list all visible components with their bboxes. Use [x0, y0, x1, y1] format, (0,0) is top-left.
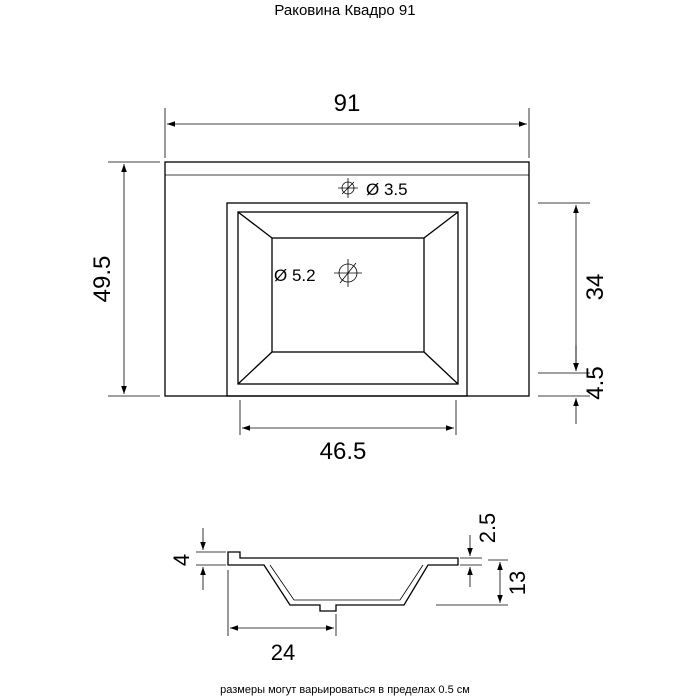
bowl-length-label: 24 [270, 640, 296, 665]
side-view [169, 513, 530, 665]
drain-label: Ø 5.2 [274, 266, 316, 285]
bevel-line [424, 212, 458, 238]
bevel-line [424, 352, 458, 384]
page-title: Раковина Квадро 91 [274, 2, 416, 19]
bowl-inner-profile [270, 565, 423, 600]
lip-label: 2.5 [475, 512, 500, 544]
bowl-depth-label: 34 [582, 273, 609, 301]
sink-outline [165, 162, 529, 396]
bevel-line [238, 212, 272, 238]
depth-label: 49.5 [89, 255, 116, 303]
bevel-line [238, 352, 272, 384]
front-offset-label: 4.5 [582, 366, 609, 400]
total-height-label: 13 [505, 570, 530, 596]
tap-hole-icon [338, 178, 358, 198]
width-label: 91 [333, 90, 361, 117]
bowl-width-label: 46.5 [319, 438, 367, 465]
top-view [89, 90, 609, 465]
tap-hole-label: Ø 3.5 [366, 180, 408, 199]
front-thickness-label: 4 [169, 553, 194, 567]
sink-profile [228, 552, 458, 611]
drain-hole-icon [334, 259, 362, 287]
footnote: размеры могут варьироваться в пределах 0.5 см [220, 684, 470, 696]
bowl-bottom [272, 238, 424, 352]
